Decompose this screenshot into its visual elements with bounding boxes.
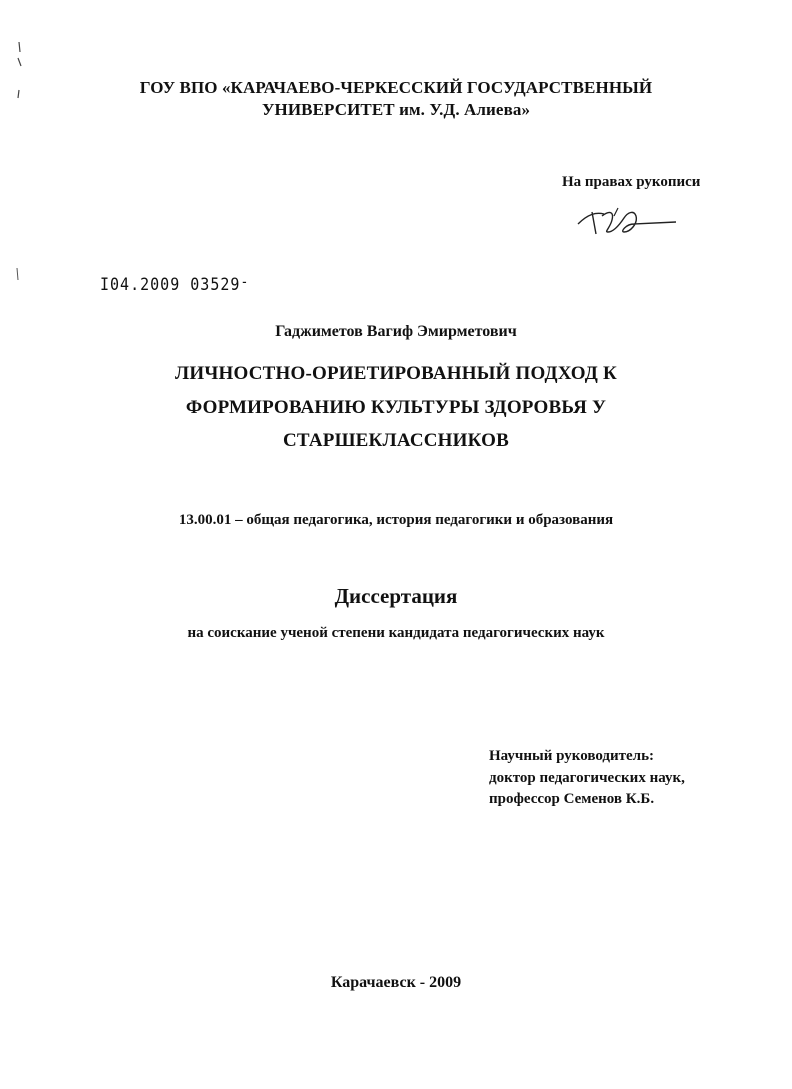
- archive-number: [100, 274, 249, 295]
- archive-prefix-mark: I: [100, 274, 111, 295]
- degree-line: на соискание ученой степени кандидата педагогических наук: [187, 625, 605, 641]
- place-year: Карачаевск - 2009: [330, 974, 462, 991]
- supervisor-line-3: профессор Семенов К.Б.: [489, 791, 655, 807]
- title-line-3: СТАРШЕКЛАССНИКОВ: [283, 430, 509, 451]
- manuscript-note: На правах рукописи: [562, 174, 701, 190]
- title-line-2: ФОРМИРОВАНИЮ КУЛЬТУРЫ ЗДОРОВЬЯ У: [185, 397, 607, 418]
- document-type: Диссертация: [334, 584, 458, 608]
- title-line-1: ЛИЧНОСТНО-ОРИЕТИРОВАННЫЙ ПОДХОД К: [175, 363, 617, 384]
- archive-suffix-mark: -: [240, 274, 250, 292]
- institution-line-1: ГОУ ВПО «КАРАЧАЕВО-ЧЕРКЕССКИЙ ГОСУДАРСТВЕННЫЙ: [139, 78, 653, 97]
- archive-number-text: 04.2009 03529: [110, 274, 241, 295]
- institution-line-2: УНИВЕРСИТЕТ им. У.Д. Алиева»: [261, 100, 531, 119]
- supervisor-line-1: Научный руководитель:: [489, 748, 654, 764]
- specialty: 13.00.01 – общая педагогика, история педагогики и образования: [178, 512, 614, 528]
- supervisor-line-2: доктор педагогических наук,: [489, 770, 685, 786]
- author-name: Гаджиметов Вагиф Эмирметович: [275, 323, 517, 340]
- signature-image: [574, 202, 684, 242]
